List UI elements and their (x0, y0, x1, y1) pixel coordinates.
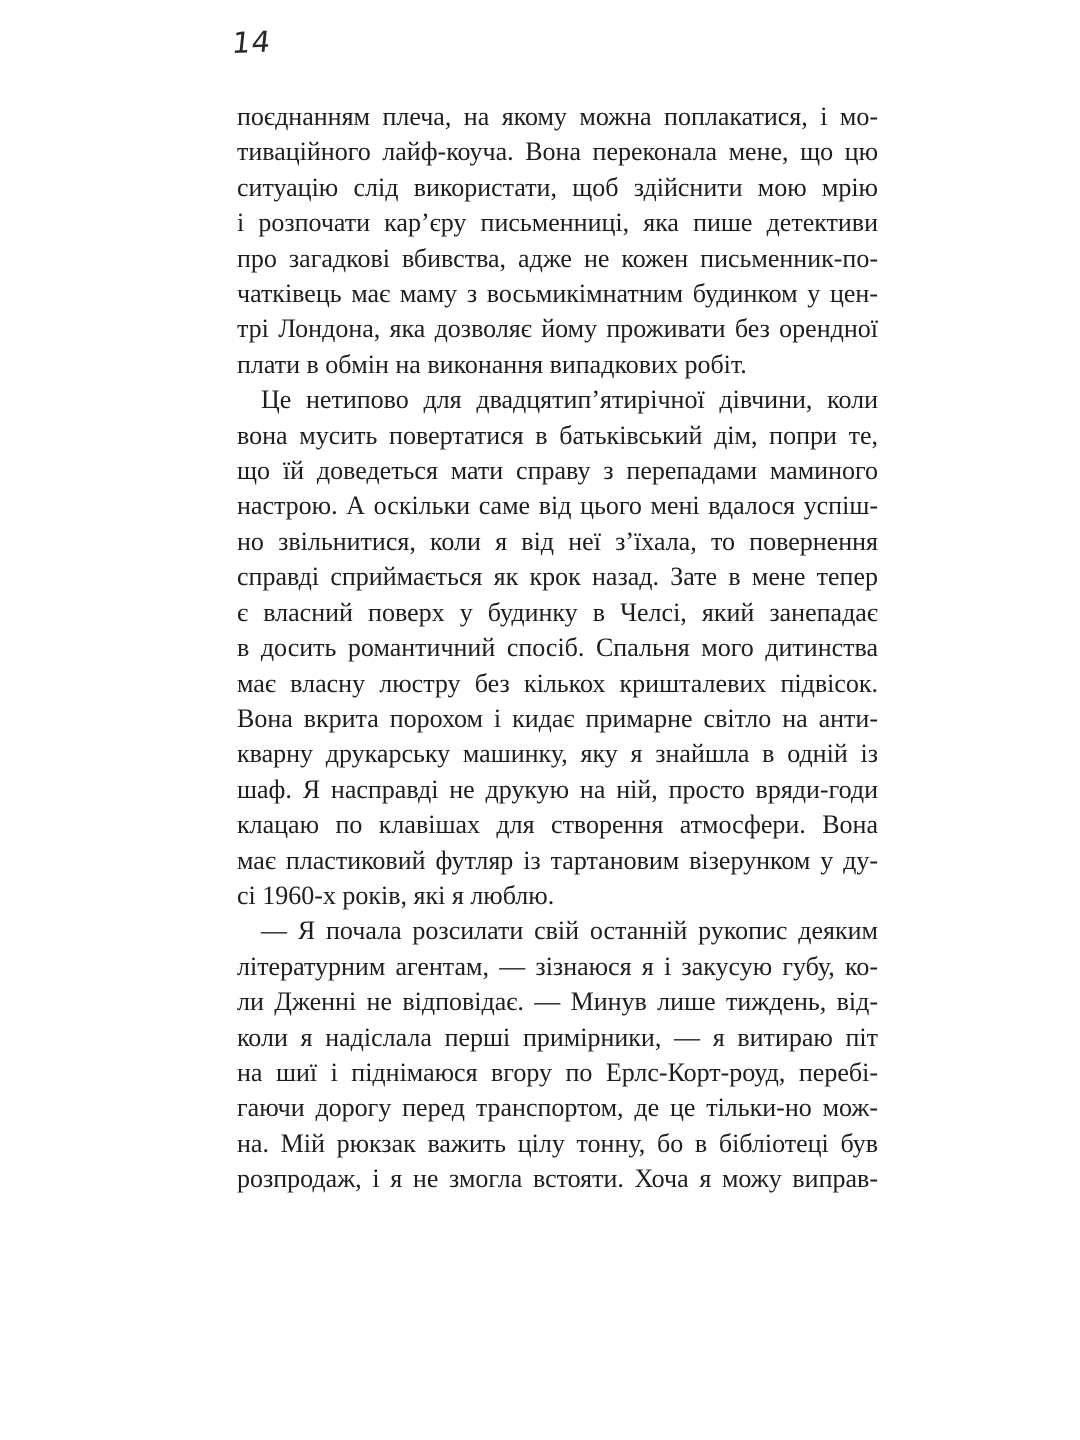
paragraph (237, 382, 878, 913)
text-line: но звільнитися, коли я від неї з’їхала, то повернення (237, 526, 878, 556)
text-line: — Я почала розсилати свій останній рукопис деяким (261, 916, 878, 946)
text-line: ситуацію слід використати, щоб здійснити мою мрію (237, 172, 878, 202)
text-line: ли Дженні не відповідає. — Минув лише тиждень, від- (237, 987, 878, 1017)
page-number: 14 (230, 24, 274, 60)
text-line: має пластиковий футляр із тартановим візерунком у ду- (237, 845, 878, 875)
text-line: що їй доведеться мати справу з перепадами маминого (237, 456, 878, 486)
text-line: Це нетипово для двадцятип’ятирічної дівчини, коли (261, 385, 878, 415)
text-line: в досить романтичний спосіб. Спальня мого дитинства (237, 633, 878, 663)
text-line: кварну друкарську машинку, яку я знайшла в одній із (237, 739, 878, 769)
text-line: Вона вкрита порохом і кидає примарне світло на анти- (237, 703, 878, 733)
text-line: на. Мій рюкзак важить цілу тонну, бо в бібліотеці був (237, 1128, 878, 1158)
text-line: гаючи дорогу перед транспортом, де це тільки-но мож- (237, 1093, 878, 1123)
text-line: справді сприймається як крок назад. Зате в мене тепер (237, 562, 878, 592)
text-line: має власну люстру без кількох кришталевих підвісок. (237, 668, 878, 698)
paragraph (237, 99, 878, 382)
text-line: є власний поверх у будинку в Челсі, який занепадає (237, 597, 878, 627)
text-line: і розпочати кар’єру письменниці, яка пише детективи (237, 208, 878, 238)
text-line: поєднанням плеча, на якому можна поплакатися, і мо- (237, 102, 878, 131)
paragraph (237, 913, 878, 1196)
text-line: коли я надіслала перші примірники, — я витираю піт (237, 1022, 878, 1052)
text-line: шаф. Я насправді не друкую на ній, просто вряди-годи (237, 774, 878, 804)
text-line: настрою. А оскільки саме від цього мені вдалося успіш- (237, 491, 878, 521)
text-line: клацаю по клавішах для створення атмосфери. Вона (237, 810, 878, 840)
text-line: чатківець має маму з восьмикімнатним будинком у цен- (237, 279, 878, 309)
text-line: сі 1960-х років, які я люблю. (237, 880, 555, 910)
text-line: літературним агентам, — зізнаюся я і закусую губу, ко- (237, 951, 878, 981)
text-line: вона мусить повертатися в батьківський дім, попри те, (237, 420, 878, 450)
text-line: про загадкові вбивства, адже не кожен письменник-по- (237, 243, 878, 273)
text-line: плати в обмін на виконання випадкових робіт. (237, 349, 747, 379)
text-line: тиваційного лайф-коуча. Вона переконала мене, що цю (237, 137, 878, 167)
text-line: розпродаж, і я не змогла встояти. Хоча я можу виправ- (237, 1164, 878, 1194)
text-line: трі Лондона, яка дозволяє йому проживати без орендної (237, 314, 878, 344)
text-line: на шиї і піднімаюся вгору по Ерлс-Корт-роуд, перебі- (237, 1057, 878, 1087)
body-text-block (237, 99, 878, 1197)
